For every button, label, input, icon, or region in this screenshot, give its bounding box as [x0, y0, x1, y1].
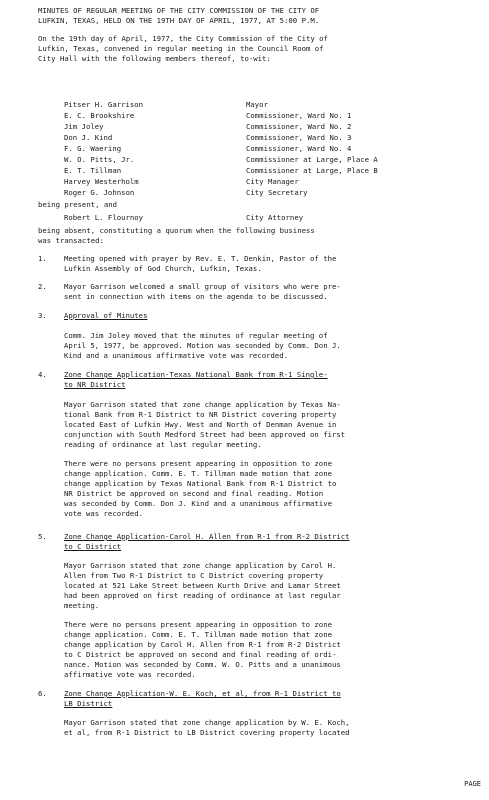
item-4-p1-line-5: reading of ordinance at last regular meeting. [64, 440, 262, 449]
item-5-p1-line-2: Allen from Two R-1 District to C District covering property [64, 571, 324, 580]
item-4-p2-line-2: change application. Comm. E. T. Tillman made motion that zone [64, 469, 332, 478]
item-5-p1-line-3: located at 521 Lake Street between Kurth Drive and Lamar Street [64, 581, 341, 590]
member-name: F. G. Waering [64, 144, 122, 153]
item-5-p2-line-4: to C District be approved on second and final reading of ordi- [64, 650, 337, 659]
quorum-line-2: was transacted: [38, 236, 104, 245]
item-5-p1-line-4: had been approved on first reading of ordinance at last regular [64, 591, 341, 600]
item-5-p1-line-5: meeting. [64, 601, 100, 610]
member-name: W. O. Pitts, Jr. [64, 155, 135, 164]
member-title: Commissioner at Large, Place B [246, 166, 378, 175]
intro-line-2: Lufkin, Texas, convened in regular meeting in the Council Room of [38, 44, 324, 53]
item-4-p1-line-3: located East of Lufkin Hwy. West and North of Denman Avenue in [64, 420, 337, 429]
member-title: Commissioner at Large, Place A [246, 155, 378, 164]
item-4-p2-line-1: There were no persons present appearing in opposition to zone [64, 459, 332, 468]
item-number: 5. [38, 532, 47, 541]
intro-line-3: City Hall with the following members thereof, to-wit: [38, 54, 271, 63]
item-5-p1-line-1: Mayor Garrison stated that zone change application by Carol H. [64, 561, 337, 570]
item-4-p1-line-2: tional Bank from R-1 District to NR District covering property [64, 410, 337, 419]
item-5-p2-line-6: affirmative vote was recorded. [64, 670, 196, 679]
item-2-line-2: sent in connection with items on the agenda to be discussed. [64, 292, 328, 301]
item-number: 3. [38, 311, 47, 320]
item-3-line-3: Kind and a unanimous affirmative vote was recorded. [64, 351, 289, 360]
member-name: Roger G. Johnson [64, 188, 135, 197]
item-6-p1-line-1: Mayor Garrison stated that zone change application by W. E. Koch, [64, 718, 350, 727]
absent-member-name: Robert L. Flournoy [64, 213, 144, 222]
item-3-heading: Approval of Minutes [64, 311, 148, 320]
item-number: 2. [38, 282, 47, 291]
intro-line-1: On the 19th day of April, 1977, the City Commission of the City of [38, 34, 328, 43]
member-name: Harvey Westerholm [64, 177, 139, 186]
item-3-line-1: Comm. Jim Joley moved that the minutes of regular meeting of [64, 331, 328, 340]
item-5-p2-line-5: nance. Motion was seconded by Comm. W. O. Pitts and a unanimous [64, 660, 341, 669]
item-2-line-1: Mayor Garrison welcomed a small group of visitors who were pre- [64, 282, 341, 291]
item-4-heading-line-1: Zone Change Application-Texas National Bank from R-1 Single- [64, 370, 328, 379]
item-4-p1-line-4: conjunction with South Medford Street had been approved on first [64, 430, 346, 439]
quorum-line-1: being absent, constituting a quorum when the following business [38, 226, 315, 235]
member-title: Commissioner, Ward No. 2 [246, 122, 352, 131]
item-4-p1-line-1: Mayor Garrison stated that zone change application by Texas Na- [64, 400, 341, 409]
item-1-line-1: Meeting opened with prayer by Rev. E. T. Denkin, Pastor of the [64, 254, 337, 263]
member-name: E. C. Brookshire [64, 111, 135, 120]
item-5-heading-line-1: Zone Change Application-Carol H. Allen from R-1 from R-2 District [64, 532, 350, 541]
item-4-heading-line-2: to NR District [64, 380, 126, 389]
member-title: Commissioner, Ward No. 3 [246, 133, 352, 142]
member-name: Don J. Kind [64, 133, 113, 142]
item-3-line-2: April 5, 1977, be approved. Motion was seconded by Comm. Don J. [64, 341, 341, 350]
item-5-p2-line-1: There were no persons present appearing in opposition to zone [64, 620, 332, 629]
minutes-header-line-1: MINUTES OF REGULAR MEETING OF THE CITY COMMISSION OF THE CITY OF [38, 6, 320, 15]
member-name: E. T. Tillman [64, 166, 122, 175]
member-title: City Manager [246, 177, 299, 186]
item-5-heading-line-2: to C District [64, 542, 122, 551]
member-name: Jim Joley [64, 122, 104, 131]
member-title: Commissioner, Ward No. 1 [246, 111, 352, 120]
absent-member-title: City Attorney [246, 213, 304, 222]
minutes-header-line-2: LUFKIN, TEXAS, HELD ON THE 19TH DAY OF APRIL, 1977, AT 5:00 P.M. [38, 16, 320, 25]
item-6-heading-line-2: LB District [64, 699, 113, 708]
member-name: Pitser H. Garrison [64, 100, 144, 109]
page-number: PAGE [464, 780, 481, 789]
item-6-p1-line-2: et al, from R-1 District to LB District covering property located [64, 728, 350, 737]
item-number: 6. [38, 689, 47, 698]
item-5-p2-line-2: change application. Comm. E. T. Tillman made motion that zone [64, 630, 332, 639]
member-title: City Secretary [246, 188, 308, 197]
item-6-heading-line-1: Zone Change Application-W. E. Koch, et al, from R-1 District to [64, 689, 341, 698]
present-line: being present, and [38, 200, 118, 209]
member-title: Commissioner, Ward No. 4 [246, 144, 352, 153]
item-4-p2-line-3: change application by Texas National Bank from R-1 District to [64, 479, 337, 488]
item-4-p2-line-4: NR District be approved on second and final reading. Motion [64, 489, 324, 498]
item-number: 4. [38, 370, 47, 379]
item-5-p2-line-3: change application by Carol H. Allen from R-1 from R-2 District [64, 640, 341, 649]
item-number: 1. [38, 254, 47, 263]
item-1-line-2: Lufkin Assembly of God Church, Lufkin, Texas. [64, 264, 262, 273]
item-4-p2-line-5: was seconded by Comm. Don J. Kind and a unanimous affirmative [64, 499, 332, 508]
member-title: Mayor [246, 100, 268, 109]
item-4-p2-line-6: vote was recorded. [64, 509, 144, 518]
